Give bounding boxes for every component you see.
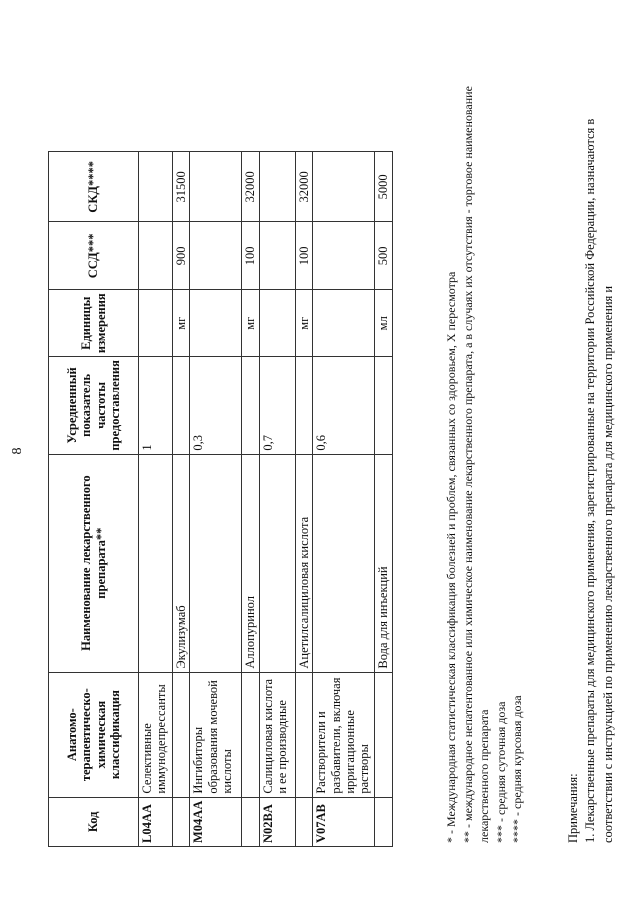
atc-class: Салициловая кислота и ее производные — [259, 672, 295, 797]
unit-value: мл — [375, 290, 392, 357]
header-ssd: ССД*** — [49, 222, 139, 290]
ssd-value: 100 — [295, 222, 312, 290]
atc-class: Селективные иммунодепрессанты — [139, 672, 173, 797]
frequency-value: 0,3 — [190, 357, 242, 455]
table-row-group — [259, 152, 295, 847]
table-header-row — [49, 152, 139, 847]
page-number: 8 — [10, 447, 25, 455]
skd-value: 32000 — [242, 152, 259, 222]
unit-value: мг — [295, 290, 312, 357]
footnote-skd: **** - средняя курсовая доза — [510, 695, 525, 843]
table-row-drug — [173, 152, 190, 847]
frequency-value: 0,7 — [259, 357, 295, 455]
table-row-drug — [242, 152, 259, 847]
remarks — [565, 63, 617, 843]
remarks-item: 1. Лекарственные препараты для медицинского применения, зарегистрированные на территории Российской Федерации, назначаются в соответствии с инструкцией по применению лекарственного препарата для медицинского применения и — [583, 118, 615, 843]
header-frequency: Усредненный показатель частоты предоставления — [49, 357, 139, 455]
header-atc: Анатомо-терапевтическо-химическая классификация — [49, 672, 139, 797]
table-row-group — [190, 152, 242, 847]
ssd-value: 100 — [242, 222, 259, 290]
table-row-drug — [295, 152, 312, 847]
header-code: Код — [49, 797, 139, 846]
atc-code: L04AA — [139, 797, 173, 846]
skd-value: 32000 — [295, 152, 312, 222]
header-drug: Наименование лекарственного препарата** — [49, 454, 139, 672]
ssd-value: 900 — [173, 222, 190, 290]
drug-name: Экулизумаб — [173, 454, 190, 672]
footnote-ssd: *** - средняя суточная доза — [493, 701, 508, 843]
drug-name: Ацетилсалициловая кислота — [295, 454, 312, 672]
footnote-icd: * - Международная статистическая классификация болезней и проблем, связанных со здоровьем, X пересмотра — [444, 271, 458, 843]
atc-class: Ингибиторы образования мочевой кислоты — [190, 672, 242, 797]
unit-value: мг — [242, 290, 259, 357]
header-unit: Единицы измерения — [49, 290, 139, 357]
frequency-value: 1 — [139, 357, 173, 455]
footnote-inn: ** - международное непатентованное или химическое наименование лекарственного препарата, а в случаях их отсутствия - торговое наименование лекарственного препарата — [460, 86, 492, 843]
skd-value: 5000 — [375, 152, 392, 222]
skd-value: 31500 — [173, 152, 190, 222]
drug-name: Вода для инъекций — [375, 454, 392, 672]
header-skd: СКД**** — [49, 152, 139, 222]
footnotes — [443, 63, 526, 843]
frequency-value: 0,6 — [313, 357, 375, 455]
table-row-group — [139, 152, 173, 847]
atc-code: N02BA — [259, 797, 295, 846]
table-row-drug — [375, 152, 392, 847]
table-row-group — [313, 152, 375, 847]
ssd-value: 500 — [375, 222, 392, 290]
remarks-title: Примечания: — [566, 773, 580, 843]
drug-table — [48, 151, 393, 847]
atc-class: Растворители и разбавители, включая ирригационные растворы — [313, 672, 375, 797]
atc-code: M04AA — [190, 797, 242, 846]
atc-code: V07AB — [313, 797, 375, 846]
drug-name: Аллопуринол — [242, 454, 259, 672]
unit-value: мг — [173, 290, 190, 357]
